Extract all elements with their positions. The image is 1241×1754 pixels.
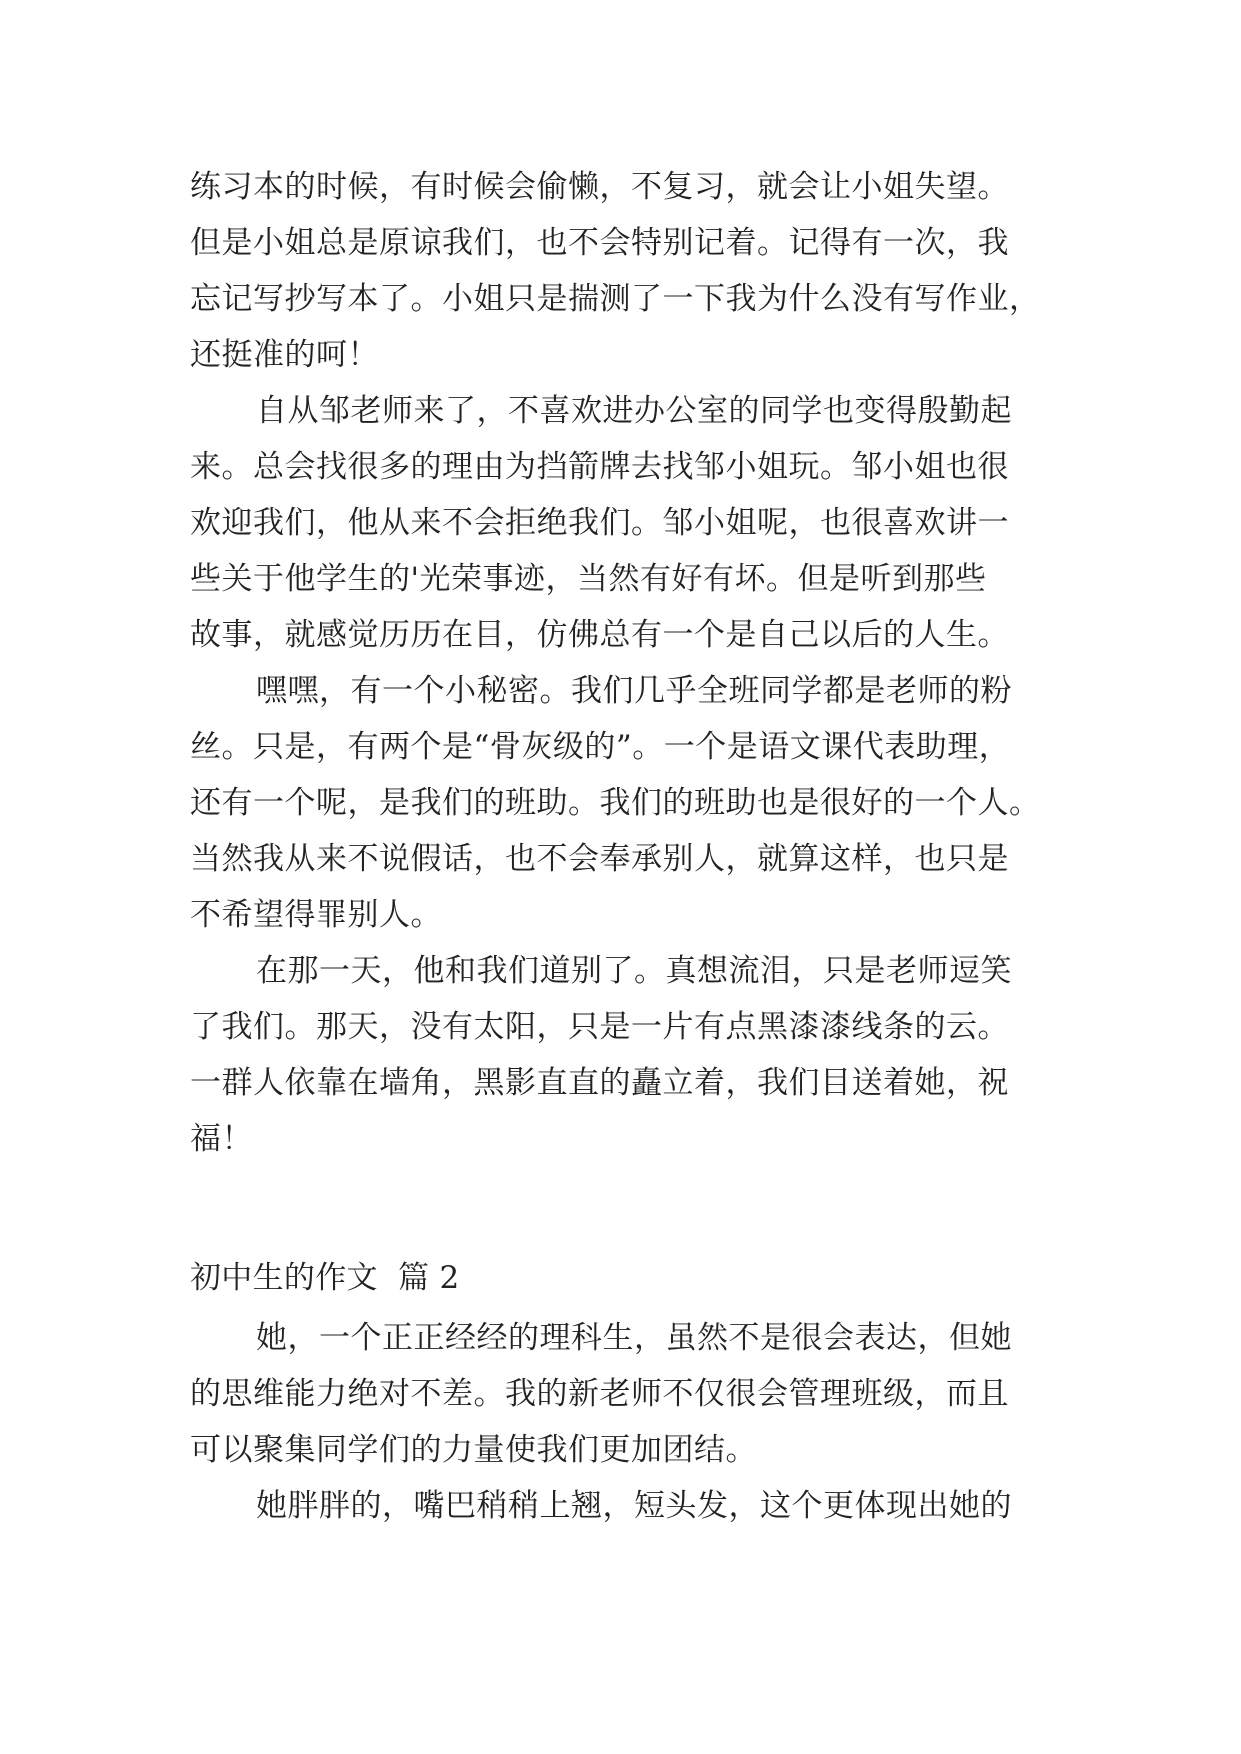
paragraph-4-line-2: 了我们。那天，没有太阳，只是一片有点黑漆漆线条的云。 [190,1009,1009,1045]
paragraph-4-line-3: 一群人依靠在墙角，黑影直直的矗立着，我们目送着她，祝 [190,1065,1009,1101]
paragraph-4-line-4: 福！ [190,1121,253,1157]
paragraph-2-line-5: 故事，就感觉历历在目，仿佛总有一个是自己以后的人生。 [190,617,1009,653]
paragraph-3-line-1: 嘿嘿，有一个小秘密。我们几乎全班同学都是老师的粉 [256,673,1012,709]
paragraph-3-line-3: 还有一个呢，是我们的班助。我们的班助也是很好的一个人。 [190,785,1041,821]
paragraph-4-line-1: 在那一天，他和我们道别了。真想流泪，只是老师逗笑 [256,953,1012,989]
paragraph-1-line-3: 忘记写抄写本了。小姐只是揣测了一下我为什么没有写作业， [190,281,1041,317]
paragraph-5-line-1: 她，一个正正经经的理科生，虽然不是很会表达，但她 [256,1320,1012,1356]
paragraph-3-line-2: 丝。只是，有两个是“骨灰级的”。一个是语文课代表助理， [190,729,1011,765]
paragraph-5-line-3: 可以聚集同学们的力量使我们更加团结。 [190,1432,757,1468]
paragraph-3-line-5: 不希望得罪别人。 [190,897,442,933]
paragraph-2-line-3: 欢迎我们，他从来不会拒绝我们。邹小姐呢，也很喜欢讲一 [190,505,1009,541]
paragraph-1-line-4: 还挺准的呵！ [190,337,379,373]
paragraph-2-line-4: 些关于他学生的'光荣事迹，当然有好有坏。但是听到那些 [190,561,987,597]
paragraph-1-line-1: 练习本的时候，有时候会偷懒，不复习，就会让小姐失望。 [190,169,1009,205]
paragraph-3-line-4: 当然我从来不说假话，也不会奉承别人，就算这样，也只是 [190,841,1009,877]
paragraph-6-line-1: 她胖胖的，嘴巴稍稍上翘，短头发，这个更体现出她的 [256,1488,1012,1524]
paragraph-2-line-1: 自从邹老师来了，不喜欢进办公室的同学也变得殷勤起 [256,393,1012,429]
paragraph-5-line-2: 的思维能力绝对不差。我的新老师不仅很会管理班级，而且 [190,1376,1009,1412]
paragraph-1-line-2: 但是小姐总是原谅我们，也不会特别记着。记得有一次，我 [190,225,1009,261]
section-heading: 初中生的作文 篇 2 [190,1260,460,1296]
paragraph-2-line-2: 来。总会找很多的理由为挡箭牌去找邹小姐玩。邹小姐也很 [190,449,1009,485]
